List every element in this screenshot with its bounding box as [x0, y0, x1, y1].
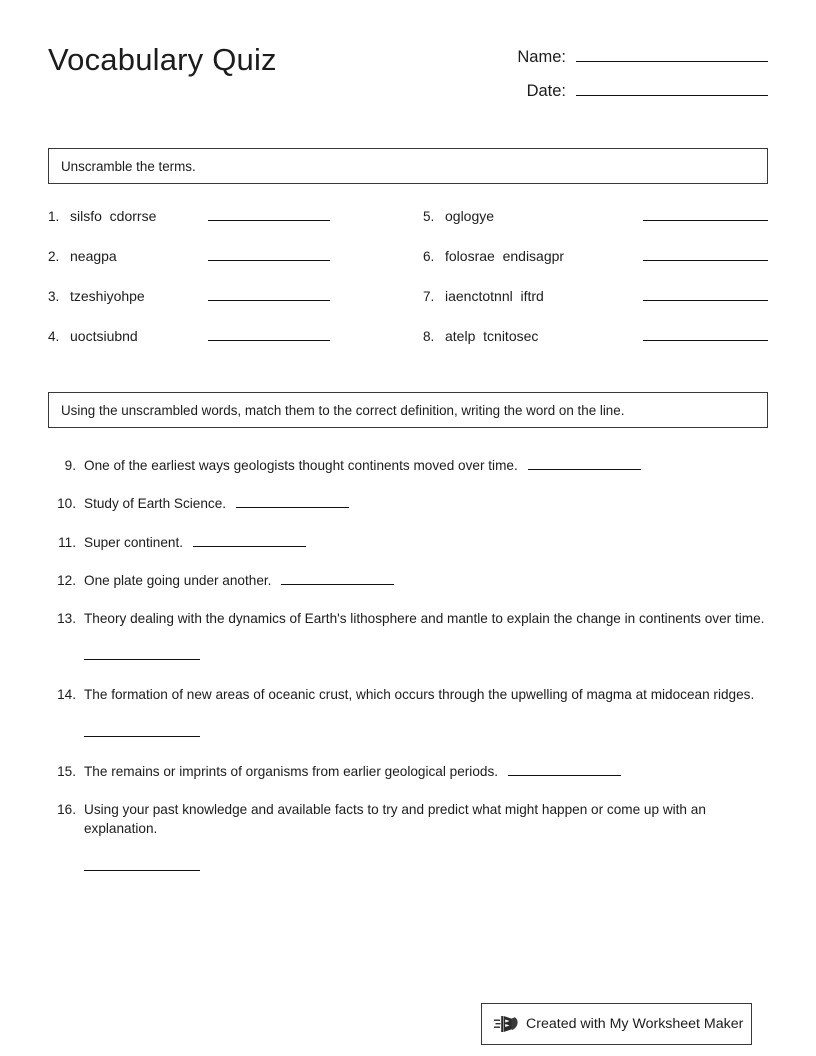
definition-body	[84, 762, 768, 781]
scramble-item-6	[423, 246, 768, 286]
item-number: 4.	[48, 329, 60, 344]
page-title: Vocabulary Quiz	[48, 42, 277, 77]
item-number: 14.	[57, 687, 76, 703]
answer-blank[interactable]	[84, 858, 200, 871]
definition-text: Using your past knowledge and available facts to try and predict what might happen or come up with an explanation.	[84, 802, 706, 837]
item-number: 15.	[57, 763, 76, 779]
answer-blank[interactable]	[281, 572, 394, 585]
definition-text: Theory dealing with the dynamics of Earth's lithosphere and mantle to explain the change in continents over time.	[84, 611, 765, 627]
item-number: 3.	[48, 289, 60, 304]
definition-text: The formation of new areas of oceanic crust, which occurs through the upwelling of magma at midocean ridges.	[84, 687, 755, 703]
scramble-item-7	[423, 286, 768, 326]
item-number: 2.	[48, 249, 60, 264]
scramble-item-8	[423, 326, 768, 366]
answer-blank[interactable]	[84, 724, 200, 737]
answer-blank[interactable]	[643, 246, 768, 261]
scramble-section	[48, 206, 768, 366]
answer-blank[interactable]	[208, 286, 330, 301]
scrambled-word: neagpa	[70, 248, 117, 264]
definition-item-13	[48, 609, 768, 660]
definition-body	[84, 685, 768, 736]
scramble-item-5	[423, 206, 768, 246]
definition-item-12	[48, 571, 768, 590]
definition-item-9	[48, 456, 768, 475]
answer-blank[interactable]	[236, 495, 349, 508]
date-input-line[interactable]	[576, 78, 768, 96]
scrambled-word: tzeshiyohpe	[70, 288, 145, 304]
item-number: 1.	[48, 209, 60, 224]
worksheet-page	[48, 0, 768, 1056]
date-row	[460, 78, 768, 101]
scramble-item-3	[48, 286, 423, 326]
item-number: 5.	[423, 209, 435, 224]
answer-blank[interactable]	[84, 647, 200, 660]
definition-text: One plate going under another.	[84, 572, 272, 588]
definition-item-10	[48, 494, 768, 513]
scrambled-word: folosrae endisagpr	[445, 248, 565, 264]
scramble-item-2	[48, 246, 423, 286]
scramble-item-4	[48, 326, 423, 366]
definition-body	[84, 800, 768, 871]
answer-blank[interactable]	[643, 286, 768, 301]
item-number: 10.	[57, 496, 76, 512]
scramble-item-1	[48, 206, 423, 246]
item-number: 7.	[423, 289, 435, 304]
answer-blank[interactable]	[208, 246, 330, 261]
definition-item-14	[48, 685, 768, 736]
answer-blank[interactable]	[208, 326, 330, 341]
instruction-box-match: Using the unscrambled words, match them to the correct definition, writing the word on the line.	[48, 392, 768, 428]
definition-item-15	[48, 762, 768, 781]
item-number: 9.	[64, 458, 76, 473]
footer-badge[interactable]	[481, 1003, 752, 1045]
answer-blank[interactable]	[508, 763, 621, 776]
worksheet-header	[48, 0, 768, 100]
definition-body	[84, 456, 768, 475]
answer-blank[interactable]	[643, 206, 768, 221]
instruction-box-unscramble: Unscramble the terms.	[48, 148, 768, 184]
definition-section	[48, 456, 768, 871]
definition-body	[84, 609, 768, 660]
definition-body	[84, 494, 768, 513]
item-number: 11.	[58, 534, 76, 550]
name-date-block	[460, 44, 768, 112]
item-number: 6.	[423, 249, 435, 264]
answer-blank[interactable]	[643, 326, 768, 341]
definition-body	[84, 533, 768, 552]
scrambled-word: iaenctotnnl iftrd	[445, 288, 544, 304]
definition-text: Study of Earth Science.	[84, 496, 227, 512]
definition-item-11	[48, 533, 768, 552]
item-number: 8.	[423, 329, 435, 344]
definition-item-16	[48, 800, 768, 871]
footer-badge-label: Created with My Worksheet Maker	[526, 1016, 744, 1032]
answer-blank[interactable]	[528, 457, 641, 470]
definition-text: Super continent.	[84, 534, 183, 550]
date-label: Date:	[526, 82, 566, 100]
scrambled-word: oglogye	[445, 208, 495, 224]
name-label: Name:	[517, 48, 566, 66]
name-row	[460, 44, 768, 67]
definition-text: One of the earliest ways geologists thought continents moved over time.	[84, 458, 518, 473]
item-number: 16.	[57, 802, 76, 818]
item-number: 12.	[57, 572, 76, 588]
definition-text: The remains or imprints of organisms from earlier geological periods.	[84, 763, 499, 779]
worksheet-maker-logo-icon	[494, 1013, 520, 1035]
scrambled-word: silsfo cdorrse	[70, 208, 157, 224]
answer-blank[interactable]	[208, 206, 330, 221]
name-input-line[interactable]	[576, 44, 768, 62]
scrambled-word: uoctsiubnd	[70, 328, 138, 344]
definition-body	[84, 571, 768, 590]
scrambled-word: atelp tcnitosec	[445, 328, 539, 344]
item-number: 13.	[57, 611, 76, 627]
answer-blank[interactable]	[193, 534, 306, 547]
